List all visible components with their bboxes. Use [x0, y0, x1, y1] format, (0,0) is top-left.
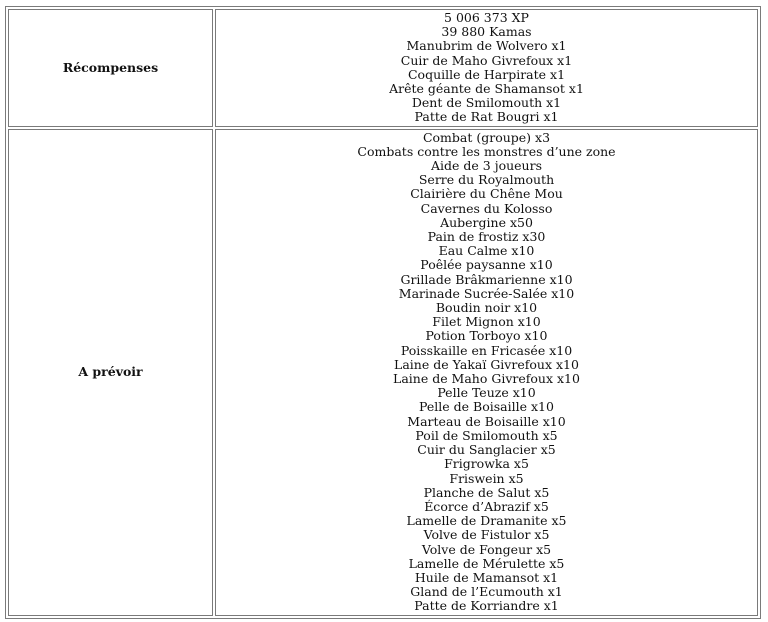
- requirement-item: Marinade Sucrée-Salée x10: [398, 285, 575, 301]
- requirement-item: Gland de l’Ecumouth x1: [410, 584, 563, 600]
- requirement-item: Aide de 3 joueurs: [431, 158, 542, 174]
- requirement-item: Clairière du Chêne Mou: [410, 186, 563, 202]
- rewards-row: [8, 9, 758, 127]
- requirement-item: Laine de Maho Givrefoux x10: [393, 371, 580, 387]
- reward-item: Cuir de Maho Givrefoux x1: [400, 52, 573, 68]
- requirement-item: Cuir du Sanglacier x5: [417, 442, 556, 458]
- requirement-item: Filet Mignon x10: [432, 314, 541, 330]
- requirement-item: Laine de Yakaï Givrefoux x10: [394, 356, 579, 372]
- prepare-label: A prévoir: [8, 129, 213, 616]
- requirement-item: Potion Torboyo x10: [425, 328, 548, 344]
- requirement-item: Marteau de Boisaille x10: [407, 413, 566, 429]
- requirement-item: Grillade Brâkmarienne x10: [400, 271, 573, 287]
- requirement-item: Huile de Mamansot x1: [414, 569, 559, 585]
- requirement-item: Patte de Korriandre x1: [414, 598, 559, 614]
- requirement-item: Volve de Fongeur x5: [421, 541, 552, 557]
- reward-item: Coquille de Harpirate x1: [407, 66, 566, 82]
- requirement-item: Combats contre les monstres d’une zone: [357, 143, 616, 159]
- requirement-item: Cavernes du Kolosso: [420, 200, 553, 216]
- requirement-item: Lamelle de Dramanite x5: [406, 513, 567, 529]
- rewards-label: Récompenses: [8, 9, 213, 127]
- requirement-item: Eau Calme x10: [438, 243, 535, 259]
- reward-item: Arête géante de Shamansot x1: [389, 81, 584, 97]
- requirement-item: Combat (groupe) x3: [422, 129, 551, 145]
- requirement-item: Frigrowka x5: [444, 456, 529, 472]
- prepare-list: [215, 129, 758, 616]
- prepare-row: [8, 129, 758, 616]
- requirement-item: Aubergine x50: [440, 214, 533, 230]
- requirement-item: Planche de Salut x5: [423, 484, 550, 500]
- reward-item: 39 880 Kamas: [441, 24, 532, 40]
- requirement-item: Boudin noir x10: [435, 300, 538, 316]
- requirement-item: Poisskaille en Fricasée x10: [400, 342, 573, 358]
- requirement-item: Pain de frostiz x30: [427, 229, 546, 245]
- requirement-item: Poêlée paysanne x10: [420, 257, 553, 273]
- rewards-list: [215, 9, 758, 127]
- reward-item: Manubrim de Wolvero x1: [406, 38, 567, 54]
- quest-details-table: [5, 6, 761, 619]
- requirement-item: Lamelle de Mérulette x5: [408, 555, 565, 571]
- requirement-item: Poil de Smilomouth x5: [415, 427, 558, 443]
- requirement-item: Volve de Fistulor x5: [423, 527, 550, 543]
- reward-item: Dent de Smilomouth x1: [411, 95, 562, 111]
- requirement-item: Serre du Royalmouth: [418, 172, 555, 188]
- reward-item: 5 006 373 XP: [444, 10, 529, 25]
- requirement-item: Écorce d’Abrazif x5: [424, 498, 549, 514]
- requirement-item: Pelle Teuze x10: [437, 385, 536, 401]
- reward-item: Patte de Rat Bougri x1: [414, 109, 559, 125]
- requirement-item: Pelle de Boisaille x10: [419, 399, 554, 415]
- requirement-item: Friswein x5: [449, 470, 524, 486]
